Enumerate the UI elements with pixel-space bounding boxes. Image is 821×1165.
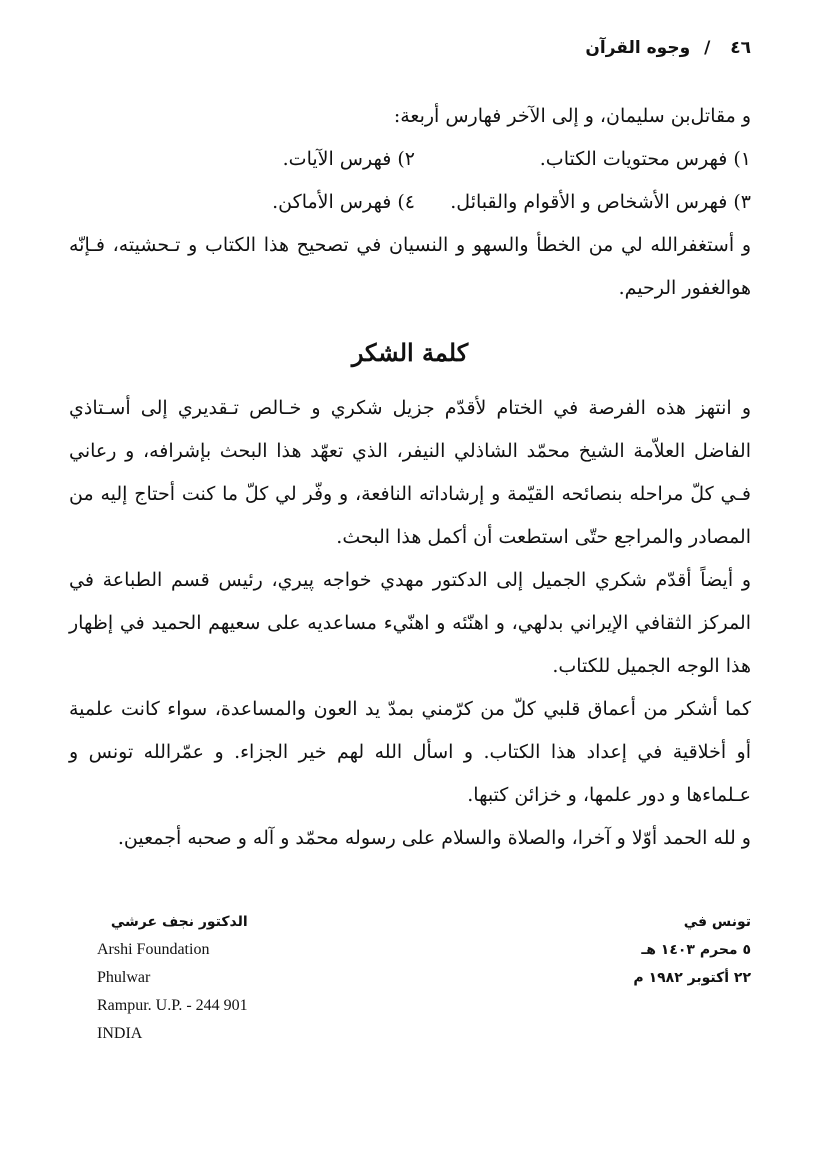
dateline-place: تونس في [683, 914, 751, 930]
author-name: الدكتور نجف عرشي [110, 914, 248, 930]
intro-line: و مقاتل‌بن سليمان، و إلى الآخر فهارس أربعة: [393, 105, 751, 127]
thanks-paragraph: و انتهز هذه الفرصة في الختام لأقدّم جزيل شكري و خـالص تـقديري إلى أسـتاذي الفاضل العلاّمة الشيخ محمّد الشاذلي النيفر، الذي تعهّد هذا البحث بإشرافه، و رعاني فـي كلّ مراحله بنصائحه القيّمة و إرشاداته النافعة، و وفّر لي كلّ ما كنت أحتاج إليه من المصادر والمراجع حتّى استطعت أن أكمل هذا البحث. [69, 397, 751, 548]
page-header [585, 38, 751, 58]
author-place: Phulwar [97, 969, 151, 986]
author-city: Rampur. U.P. - 244 901 [97, 997, 248, 1014]
index-item: ٤) فهرس الأماكن. [272, 191, 415, 213]
dateline [633, 908, 751, 992]
thanks-paragraph: كما أشكر من أعماق قلبي كلّ من كرّمني بمدّ يد العون والمساعدة، سواء كانت علمية أو أخلاقية في إعداد هذا الكتاب. و اسأل الله لهم خير الجزاء. و عمّرالله تونس و عـلماءها و دور علمها، و خزائن كتبها. [69, 698, 751, 806]
thanks-paragraph: و أيضاً أقدّم شكري الجميل إلى الدكتور مهدي خواجه پيري، رئيس قسم الطباعة في المركز الثقافي الإيراني بدلهي، و اهنّئه و اهنّيء مساعديه على سعيهم الحميد في إظهار هذا الوجه الجميل للكتاب. [69, 569, 751, 677]
author-country: INDIA [97, 1025, 143, 1042]
author-signature [97, 908, 248, 1048]
dateline-gregorian: ٢٢ أكتوبر ١٩٨٢ م [633, 970, 751, 986]
index-row [69, 138, 751, 181]
index-item: ٢) فهرس الآيات. [282, 148, 415, 170]
signature-block [0, 908, 821, 1058]
book-title: وجوه القرآن [585, 38, 691, 58]
page-body [69, 95, 751, 860]
dateline-hijri: ٥ محرم ١٤٠٣ هـ [641, 942, 751, 958]
index-item: ٣) فهرس الأشخاص و الأقوام والقبائل. [450, 191, 751, 213]
index-item: ١) فهرس محتويات الكتاب. [539, 148, 751, 170]
author-organization: Arshi Foundation [97, 941, 210, 958]
closing-paragraph: و لله الحمد أوّلا و آخرا، والصلاة والسلام على رسوله محمّد و آله و صحبه أجمعين. [117, 827, 751, 849]
page-number: ٤٦ [730, 38, 751, 58]
apology-paragraph: و أستغفرالله لي من الخطأ والسهو و النسيان في تصحيح هذا الكتاب و تـحشيته، فـإنّه هوالغفور الرحيم. [69, 234, 751, 299]
section-title: كلمة الشكر [351, 338, 469, 367]
index-row [69, 181, 751, 224]
header-separator: / [704, 38, 711, 58]
